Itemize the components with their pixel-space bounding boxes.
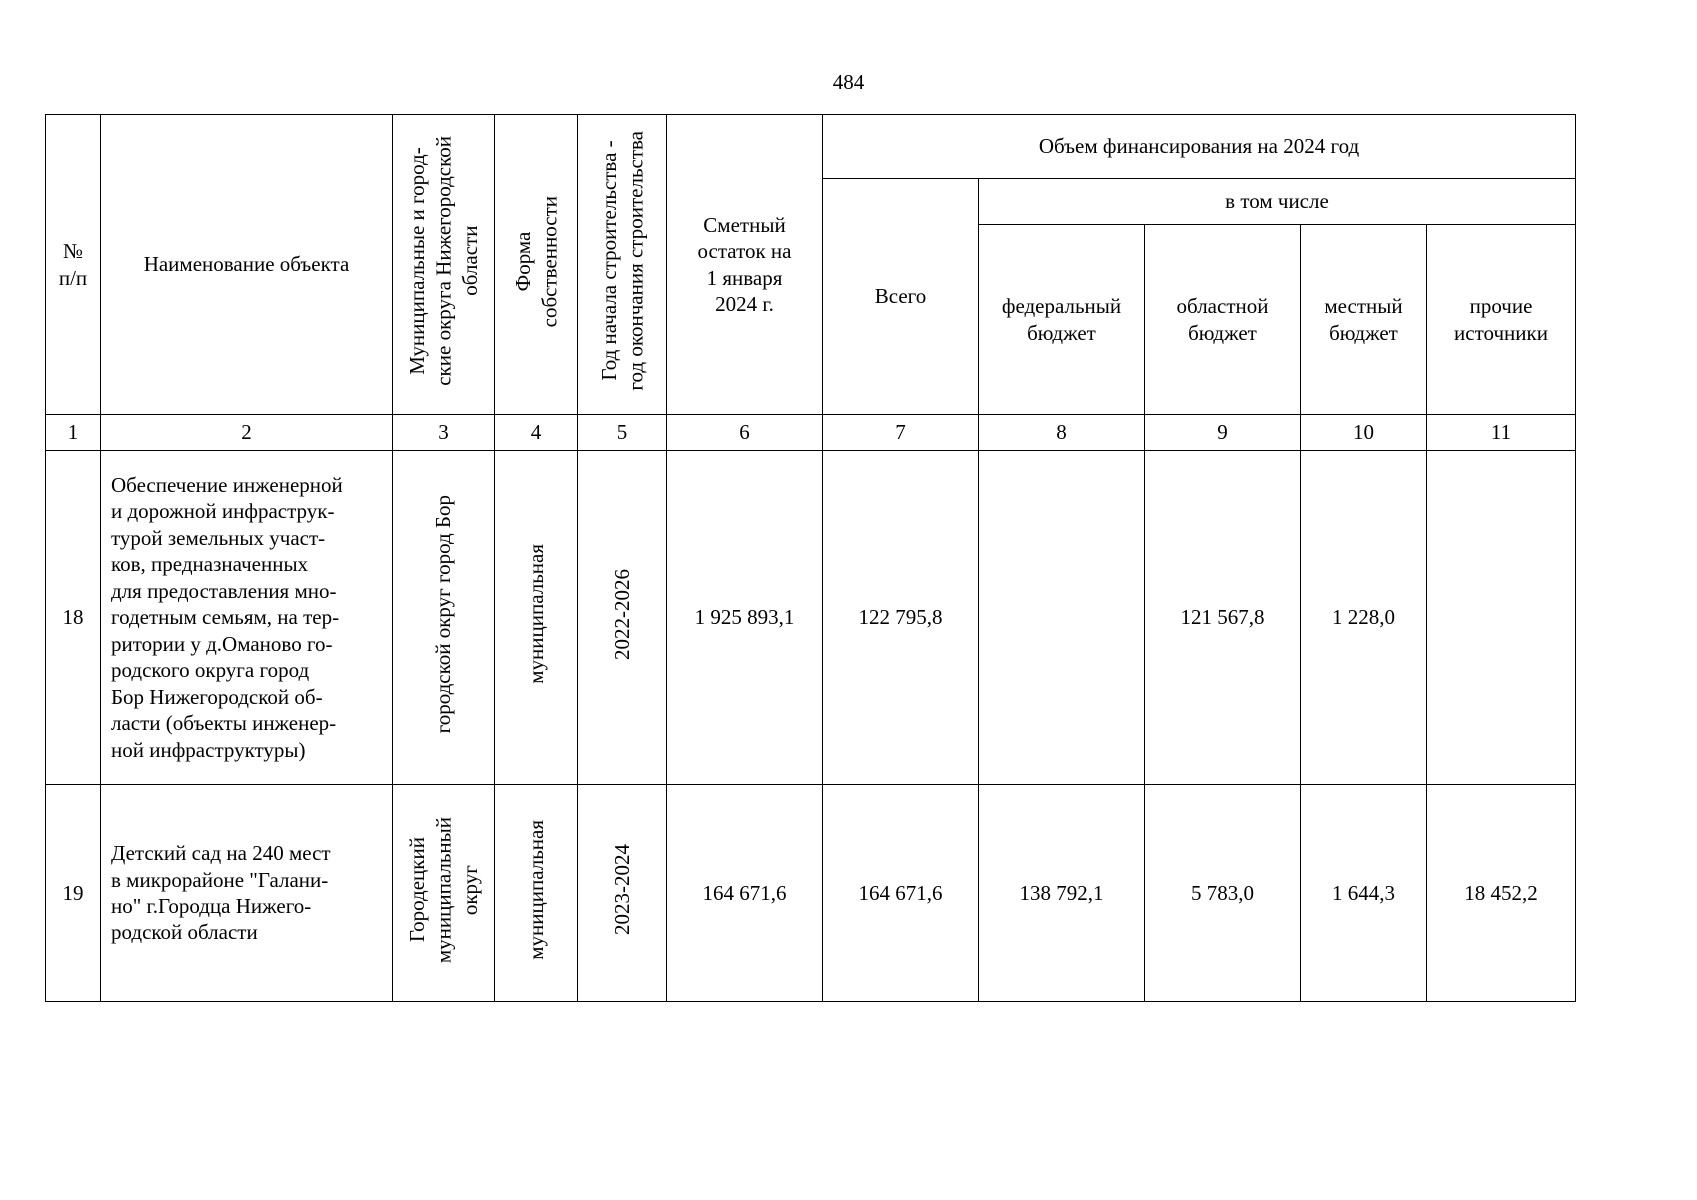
column-number: 8	[979, 415, 1145, 451]
header-row-main	[46, 115, 1576, 179]
column-number: 1	[46, 415, 101, 451]
row-years: 2023-2024	[578, 785, 667, 1002]
row-object-name: Детский сад на 240 мест в микрорайоне "Галани- но" г.Городца Нижего- родской области	[101, 785, 393, 1002]
header-other: прочие источники	[1427, 225, 1576, 415]
row-years: 2022-2026	[578, 451, 667, 785]
row-municipality: городской округ город Бор	[393, 451, 495, 785]
column-number: 11	[1427, 415, 1576, 451]
row-no: 19	[46, 785, 101, 1002]
column-number: 4	[495, 415, 578, 451]
row-total: 122 795,8	[823, 451, 979, 785]
header-total: Всего	[823, 179, 979, 415]
header-including: в том числе	[979, 179, 1576, 225]
header-federal: федеральный бюджет	[979, 225, 1145, 415]
column-numbers-row	[46, 415, 1576, 451]
header-local: местный бюджет	[1301, 225, 1427, 415]
header-municipality: Муниципальные и город- ские округа Нижегородской области	[393, 115, 495, 415]
row-federal: 138 792,1	[979, 785, 1145, 1002]
header-regional: областной бюджет	[1145, 225, 1301, 415]
header-ownership: Форма собственности	[495, 115, 578, 415]
row-ownership: муниципальная	[495, 451, 578, 785]
row-no: 18	[46, 451, 101, 785]
row-total: 164 671,6	[823, 785, 979, 1002]
row-ownership: муниципальная	[495, 785, 578, 1002]
row-regional: 5 783,0	[1145, 785, 1301, 1002]
column-number: 10	[1301, 415, 1427, 451]
row-balance: 1 925 893,1	[667, 451, 823, 785]
row-federal	[979, 451, 1145, 785]
column-number: 6	[667, 415, 823, 451]
header-years: Год начала строительства - год окончания строительства	[578, 115, 667, 415]
financing-table	[45, 114, 1576, 1002]
column-number: 9	[1145, 415, 1301, 451]
column-number: 3	[393, 415, 495, 451]
table-row	[46, 451, 1576, 785]
column-number: 2	[101, 415, 393, 451]
row-other: 18 452,2	[1427, 785, 1576, 1002]
row-object-name: Обеспечение инженерной и дорожной инфраструк- турой земельных участ- ков, предназначенных для предоставления мно- годетным семьям, на тер- ритории у д.Оманово го- родского округа город Бор Нижегородской об- ласти (объекты инженер- ной инфраструктуры)	[101, 451, 393, 785]
row-balance: 164 671,6	[667, 785, 823, 1002]
row-local: 1 228,0	[1301, 451, 1427, 785]
header-name: Наименование объекта	[101, 115, 393, 415]
header-financing: Объем финансирования на 2024 год	[823, 115, 1576, 179]
row-local: 1 644,3	[1301, 785, 1427, 1002]
row-municipality: Городецкий муниципальный округ	[393, 785, 495, 1002]
column-number: 7	[823, 415, 979, 451]
row-other	[1427, 451, 1576, 785]
row-regional: 121 567,8	[1145, 451, 1301, 785]
page-number: 484	[832, 70, 865, 94]
column-number: 5	[578, 415, 667, 451]
header-no: № п/п	[46, 115, 101, 415]
table-row	[46, 785, 1576, 1002]
header-balance: Сметный остаток на 1 января 2024 г.	[667, 115, 823, 415]
